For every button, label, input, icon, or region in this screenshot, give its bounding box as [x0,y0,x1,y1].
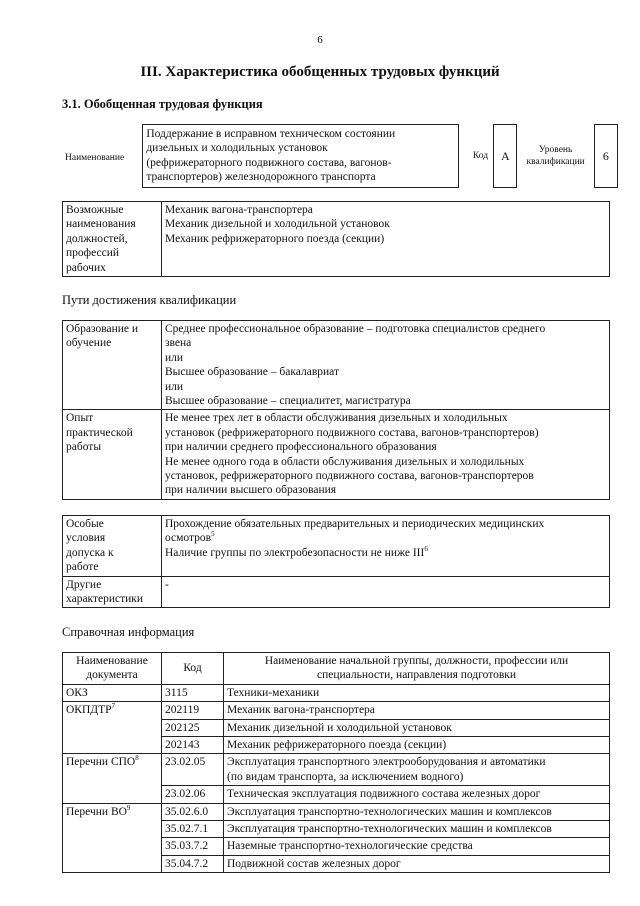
ref-doc-spo: Перечни СПО$^8$ [63,754,162,803]
ref-name: Техники-механики [224,684,610,701]
qualification-paths-heading: Пути достижения квалификации [62,293,237,307]
section-title: III. Характеристика обобщенных трудовых функций [140,64,500,80]
ref-header-code: Код [162,653,224,685]
ref-code: 35.03.7.2 [162,838,224,855]
ref-doc-vo: Перечни $ВО^9$ [63,803,162,873]
education-label: Образование и обучение [63,321,162,410]
ref-name: Эксплуатация транспортно-технологических машин и комплексов [224,821,610,838]
ref-name: Техническая эксплуатация подвижного состава железных дорог [224,786,610,803]
qualification-table [62,320,610,500]
footnote-ref: 9 [126,803,131,812]
ref-code: 35.02.7.1 [162,821,224,838]
name-label: Наименование [65,153,125,164]
ref-name: Механик рефрижераторного поезда (секции) [224,737,610,754]
table-row [63,803,610,820]
ref-code: 35.02.6.0 [162,803,224,820]
position-item: Механик рефрижераторного поезда (секции) [165,232,385,245]
table-row [63,684,610,701]
positions-label: Возможные наименования должностей, профессий рабочих [63,202,162,277]
ref-name: Эксплуатация транспортного электрооборудования и автоматики (по видам транспорта, за исключением водного) [224,754,610,786]
ref-code: 202119 [162,702,224,719]
conditions-value: Прохождение обязательных предварительных и периодических медицинских осмотров$^5$ Наличие группы по электробезопасности не ниже III$^6$ [162,516,610,577]
table-row [63,754,610,786]
level-label: Уровень квалификации [526,144,585,167]
ref-code: 202125 [162,719,224,736]
other-value: - [162,576,610,608]
page-number: 6 [317,34,323,46]
position-item: Механик дизельной и холодильной установок [165,218,390,231]
footnote-ref: 6 [424,544,428,553]
ref-code: 3115 [162,684,224,701]
ref-header-name: Наименование начальной группы, должности, профессии или специальности, направления подготовки [224,653,610,685]
conditions-label: Особые условия допуска к работе [63,516,162,577]
positions-list [162,202,610,277]
function-name: Поддержание в исправном техническом состоянии дизельных и холодильных установок (рефрижераторного подвижного состава, вагонов- транспортеров) железнодорожного транспорта [143,125,458,188]
ref-doc-okpdtr: ОКПДТР$^7$ [63,702,162,754]
ref-name: Наземные транспортно-технологические средства [224,838,610,855]
ref-name: Механик дизельной и холодильной установок [224,719,610,736]
ref-code: 202143 [162,737,224,754]
ref-name: Эксплуатация транспортно-технологических машин и комплексов [224,803,610,820]
footnote-ref: 5 [211,530,215,539]
ref-header-doc: Наименование документа [63,653,162,685]
ref-code: 23.02.05 [162,754,224,786]
function-table [62,124,618,188]
level-value: 6 [594,125,617,188]
position-item: Механик вагона-транспортера [165,204,313,216]
reference-table [62,652,610,873]
experience-value: Не менее трех лет в области обслуживания дизельных и холодильных установок (рефрижераторного подвижного состава, вагонов-транспортеров) при наличии среднего профессионального образования Не менее одного года в области обслуживания дизельных и холодильных установок, рефрижераторного подвижного состава, вагонов-транспортеров при наличии высшего образования [162,410,610,499]
experience-label: Опыт практической работы [63,410,162,499]
ref-doc-okz: ОКЗ [63,684,162,701]
ref-code: 23.02.06 [162,786,224,803]
table-row [63,702,610,719]
positions-table [62,201,610,277]
footnote-ref: 8 [135,754,139,763]
ref-name: Механик вагона-транспортера [224,702,610,719]
education-value: Среднее профессиональное образование – подготовка специалистов среднего звена или Высшее образование – бакалавриат или Высшее образование – специалитет, магистратура [162,321,610,410]
subsection-title: 3.1. Обобщенная трудовая функция [62,97,263,111]
reference-heading: Справочная информация [62,625,195,639]
code-value: A [494,125,517,188]
ref-name: Подвижной состав железных дорог [224,855,610,872]
code-label: Код [472,150,489,161]
footnote-ref: 7 [111,702,116,711]
ref-code: 35.04.7.2 [162,855,224,872]
conditions-table [62,515,610,608]
other-label: Другие характеристики [63,576,162,608]
